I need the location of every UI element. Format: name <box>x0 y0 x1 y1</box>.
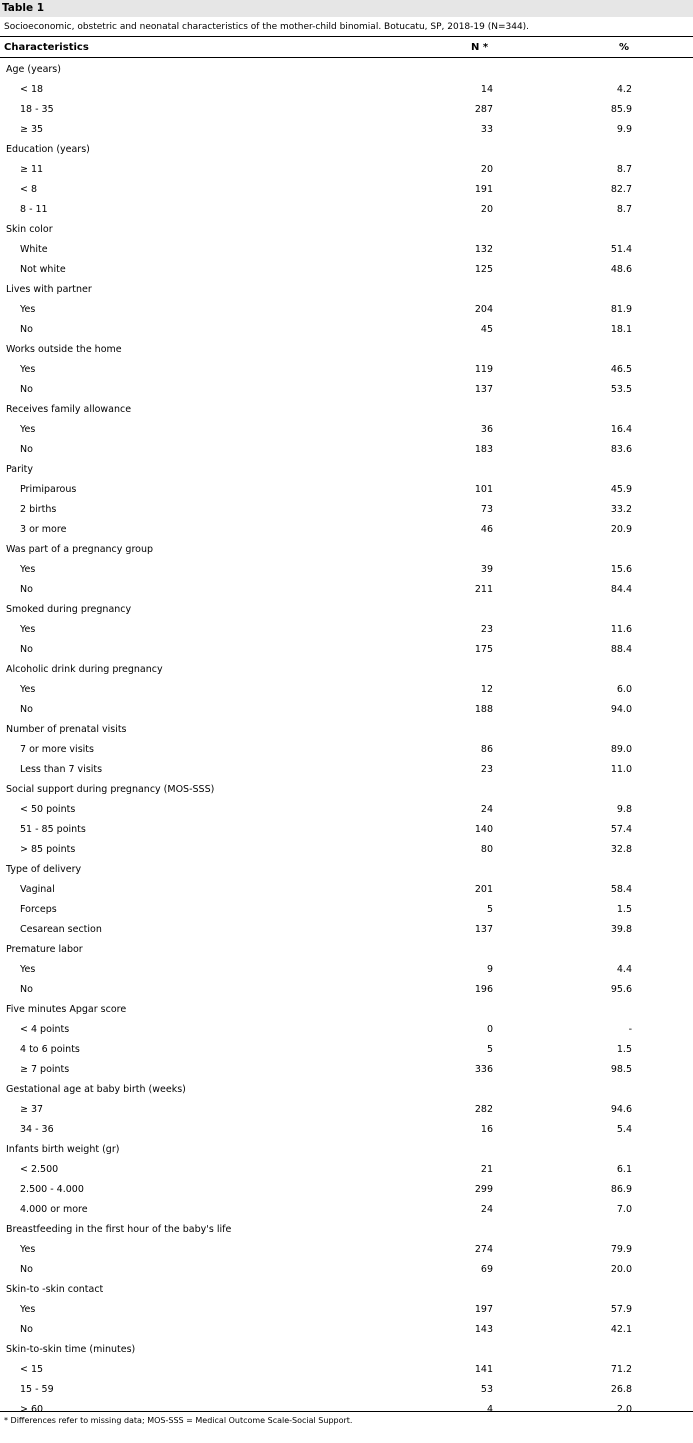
row-percent-value: 4.2 <box>616 84 632 95</box>
table-row <box>0 180 693 200</box>
row-n-value: 86 <box>480 744 493 755</box>
row-n-value: 143 <box>474 1324 493 1335</box>
row-n-value: 9 <box>486 964 493 975</box>
row-label: ≥ 37 <box>20 1104 44 1115</box>
table-row <box>0 1360 693 1380</box>
row-percent-value: 46.5 <box>610 364 632 375</box>
group-label: Age (years) <box>6 64 61 75</box>
row-label: Primiparous <box>20 484 77 495</box>
row-n-value: 287 <box>474 104 493 115</box>
table-body <box>0 60 693 1420</box>
header-n: N * <box>471 42 489 53</box>
table-row <box>0 820 693 840</box>
table-group-row <box>0 1220 693 1240</box>
table-row <box>0 840 693 860</box>
row-label: 51 - 85 points <box>20 824 86 835</box>
table-label: Table 1 <box>0 0 693 17</box>
row-n-value: 183 <box>474 444 493 455</box>
table-row <box>0 700 693 720</box>
table-row <box>0 1120 693 1140</box>
table-row <box>0 120 693 140</box>
group-label: Receives family allowance <box>6 404 132 415</box>
table-group-row <box>0 340 693 360</box>
group-label: Type of delivery <box>6 864 82 875</box>
row-n-value: 33 <box>480 124 493 135</box>
row-percent-value: 48.6 <box>610 264 632 275</box>
row-label: No <box>20 324 33 335</box>
row-percent-value: - <box>628 1024 632 1035</box>
row-label: White <box>20 244 48 255</box>
row-label: < 2.500 <box>20 1164 59 1175</box>
table-row <box>0 880 693 900</box>
row-percent-value: 82.7 <box>610 184 632 195</box>
row-n-value: 36 <box>480 424 493 435</box>
table-header-row <box>0 38 693 58</box>
table-bottom-rule <box>0 1411 693 1412</box>
row-percent-value: 58.4 <box>610 884 632 895</box>
row-percent-value: 94.0 <box>610 704 632 715</box>
table-row <box>0 980 693 1000</box>
row-label: 8 - 11 <box>20 204 48 215</box>
row-label: Yes <box>20 1244 36 1255</box>
row-n-value: 125 <box>474 264 493 275</box>
table-row <box>0 1100 693 1120</box>
table-row <box>0 800 693 820</box>
table-row <box>0 620 693 640</box>
group-label: Number of prenatal visits <box>6 724 127 735</box>
group-label: Five minutes Apgar score <box>6 1004 127 1015</box>
table-row <box>0 1320 693 1340</box>
table-footnote: * Differences refer to missing data; MOS-SSS = Medical Outcome Scale-Social Support. <box>4 1416 353 1425</box>
row-label: 15 - 59 <box>20 1384 54 1395</box>
row-percent-value: 33.2 <box>610 504 632 515</box>
row-label: Vaginal <box>20 884 55 895</box>
group-label: Was part of a pregnancy group <box>6 544 154 555</box>
table-group-row <box>0 1140 693 1160</box>
row-label: Yes <box>20 424 36 435</box>
group-label: Education (years) <box>6 144 90 155</box>
table-group-row <box>0 1280 693 1300</box>
row-n-value: 119 <box>474 364 493 375</box>
row-n-value: 5 <box>486 1044 493 1055</box>
table-row <box>0 240 693 260</box>
table-row <box>0 760 693 780</box>
row-label: 2 births <box>20 504 57 515</box>
group-label: Works outside the home <box>6 344 122 355</box>
table-group-row <box>0 780 693 800</box>
table-group-row <box>0 280 693 300</box>
row-n-value: 101 <box>474 484 493 495</box>
row-percent-value: 94.6 <box>610 1104 632 1115</box>
row-label: Yes <box>20 1304 36 1315</box>
table-row <box>0 580 693 600</box>
row-percent-value: 39.8 <box>610 924 632 935</box>
table-row <box>0 360 693 380</box>
row-label: Not white <box>20 264 66 275</box>
row-label: < 18 <box>20 84 44 95</box>
row-label: Yes <box>20 684 36 695</box>
row-n-value: 46 <box>480 524 493 535</box>
row-n-value: 69 <box>480 1264 493 1275</box>
row-n-value: 12 <box>480 684 493 695</box>
group-label: Social support during pregnancy (MOS-SSS) <box>6 784 215 795</box>
row-n-value: 140 <box>474 824 493 835</box>
table-group-row <box>0 540 693 560</box>
row-label: Yes <box>20 564 36 575</box>
row-n-value: 282 <box>474 1104 493 1115</box>
row-percent-value: 57.9 <box>610 1304 632 1315</box>
group-label: Parity <box>6 464 34 475</box>
table-group-row <box>0 460 693 480</box>
row-label: Yes <box>20 624 36 635</box>
table-group-row <box>0 1000 693 1020</box>
row-percent-value: 4.4 <box>616 964 632 975</box>
table-row <box>0 260 693 280</box>
row-n-value: 20 <box>480 164 493 175</box>
table-row <box>0 1020 693 1040</box>
table-row <box>0 380 693 400</box>
row-label: < 4 points <box>20 1024 70 1035</box>
row-label: No <box>20 704 33 715</box>
table-row <box>0 1040 693 1060</box>
table-row <box>0 640 693 660</box>
table-row <box>0 320 693 340</box>
row-percent-value: 79.9 <box>610 1244 632 1255</box>
table-group-row <box>0 1340 693 1360</box>
table-row <box>0 300 693 320</box>
row-percent-value: 57.4 <box>610 824 632 835</box>
group-label: Lives with partner <box>6 284 92 295</box>
row-label: ≥ 11 <box>20 164 44 175</box>
row-percent-value: 6.0 <box>616 684 632 695</box>
row-label: > 60 <box>20 1404 44 1415</box>
table-row <box>0 100 693 120</box>
group-label: Gestational age at baby birth (weeks) <box>6 1084 186 1095</box>
row-n-value: 141 <box>474 1364 493 1375</box>
row-percent-value: 18.1 <box>610 324 632 335</box>
table-group-row <box>0 140 693 160</box>
table-group-row <box>0 1080 693 1100</box>
table-row <box>0 960 693 980</box>
row-n-value: 211 <box>474 584 493 595</box>
row-percent-value: 15.6 <box>610 564 632 575</box>
row-percent-value: 86.9 <box>610 1184 632 1195</box>
row-n-value: 4 <box>486 1404 493 1415</box>
table-row <box>0 200 693 220</box>
row-percent-value: 51.4 <box>610 244 632 255</box>
table-group-row <box>0 60 693 80</box>
row-percent-value: 88.4 <box>610 644 632 655</box>
row-n-value: 132 <box>474 244 493 255</box>
row-percent-value: 81.9 <box>610 304 632 315</box>
row-n-value: 188 <box>474 704 493 715</box>
table-row <box>0 1260 693 1280</box>
table-row <box>0 560 693 580</box>
row-label: ≥ 35 <box>20 124 44 135</box>
row-percent-value: 11.0 <box>610 764 632 775</box>
row-label: 4 to 6 points <box>20 1044 80 1055</box>
table-row <box>0 80 693 100</box>
row-n-value: 204 <box>474 304 493 315</box>
row-percent-value: 53.5 <box>610 384 632 395</box>
table-row <box>0 520 693 540</box>
row-label: 3 or more <box>20 524 67 535</box>
row-label: Less than 7 visits <box>20 764 103 775</box>
row-n-value: 201 <box>474 884 493 895</box>
table-group-row <box>0 720 693 740</box>
table-row <box>0 420 693 440</box>
table-row <box>0 1060 693 1080</box>
row-percent-value: 26.8 <box>610 1384 632 1395</box>
row-percent-value: 32.8 <box>610 844 632 855</box>
row-n-value: 336 <box>474 1064 493 1075</box>
table-caption: Socioeconomic, obstetric and neonatal characteristics of the mother-child binomial. Botucatu, SP, 2018-19 (N=344). <box>0 18 693 37</box>
row-n-value: 39 <box>480 564 493 575</box>
row-label: 4.000 or more <box>20 1204 88 1215</box>
table-row <box>0 480 693 500</box>
row-n-value: 24 <box>480 1204 493 1215</box>
row-percent-value: 84.4 <box>610 584 632 595</box>
row-percent-value: 95.6 <box>610 984 632 995</box>
table-row <box>0 680 693 700</box>
row-n-value: 20 <box>480 204 493 215</box>
row-n-value: 0 <box>486 1024 493 1035</box>
row-percent-value: 16.4 <box>610 424 632 435</box>
row-label: 18 - 35 <box>20 104 54 115</box>
table-row <box>0 1300 693 1320</box>
table-group-row <box>0 220 693 240</box>
group-label: Premature labor <box>6 944 83 955</box>
row-n-value: 137 <box>474 384 493 395</box>
row-n-value: 21 <box>480 1164 493 1175</box>
group-label: Alcoholic drink during pregnancy <box>6 664 163 675</box>
row-n-value: 191 <box>474 184 493 195</box>
row-n-value: 23 <box>480 624 493 635</box>
row-label: < 8 <box>20 184 38 195</box>
header-percent: % <box>619 42 630 53</box>
row-label: 7 or more visits <box>20 744 94 755</box>
row-n-value: 196 <box>474 984 493 995</box>
row-n-value: 5 <box>486 904 493 915</box>
row-label: No <box>20 384 33 395</box>
table-row <box>0 1200 693 1220</box>
row-n-value: 16 <box>480 1124 493 1135</box>
header-characteristics: Characteristics <box>4 42 89 53</box>
table-row <box>0 440 693 460</box>
row-label: ≥ 7 points <box>20 1064 70 1075</box>
row-n-value: 274 <box>474 1244 493 1255</box>
row-percent-value: 5.4 <box>616 1124 632 1135</box>
table-row <box>0 500 693 520</box>
table-row <box>0 920 693 940</box>
table-row <box>0 900 693 920</box>
row-label: No <box>20 984 33 995</box>
row-label: Yes <box>20 964 36 975</box>
row-percent-value: 20.0 <box>610 1264 632 1275</box>
row-percent-value: 98.5 <box>610 1064 632 1075</box>
row-n-value: 14 <box>480 84 493 95</box>
row-label: Yes <box>20 364 36 375</box>
row-label: > 85 points <box>20 844 76 855</box>
row-n-value: 137 <box>474 924 493 935</box>
row-percent-value: 2.0 <box>616 1404 632 1415</box>
row-n-value: 53 <box>480 1384 493 1395</box>
row-n-value: 45 <box>480 324 493 335</box>
row-percent-value: 11.6 <box>610 624 632 635</box>
row-label: 2.500 - 4.000 <box>20 1184 84 1195</box>
row-label: Yes <box>20 304 36 315</box>
table-row <box>0 1240 693 1260</box>
row-percent-value: 9.9 <box>616 124 632 135</box>
table-group-row <box>0 940 693 960</box>
row-percent-value: 8.7 <box>616 164 632 175</box>
table-group-row <box>0 660 693 680</box>
table-row <box>0 1160 693 1180</box>
row-percent-value: 6.1 <box>616 1164 632 1175</box>
row-label: < 50 points <box>20 804 76 815</box>
row-n-value: 197 <box>474 1304 493 1315</box>
table-row <box>0 1180 693 1200</box>
row-n-value: 299 <box>474 1184 493 1195</box>
group-label: Skin-to -skin contact <box>6 1284 104 1295</box>
row-percent-value: 20.9 <box>610 524 632 535</box>
group-label: Breastfeeding in the first hour of the baby's life <box>6 1224 232 1235</box>
table-group-row <box>0 400 693 420</box>
group-label: Smoked during pregnancy <box>6 604 132 615</box>
row-label: No <box>20 1324 33 1335</box>
row-label: < 15 <box>20 1364 44 1375</box>
group-label: Infants birth weight (gr) <box>6 1144 120 1155</box>
row-percent-value: 1.5 <box>616 904 632 915</box>
row-percent-value: 7.0 <box>616 1204 632 1215</box>
row-n-value: 175 <box>474 644 493 655</box>
row-label: Cesarean section <box>20 924 102 935</box>
table-group-row <box>0 600 693 620</box>
row-label: No <box>20 1264 33 1275</box>
row-percent-value: 89.0 <box>610 744 632 755</box>
row-label: No <box>20 584 33 595</box>
row-label: No <box>20 644 33 655</box>
row-percent-value: 42.1 <box>610 1324 632 1335</box>
row-percent-value: 83.6 <box>610 444 632 455</box>
group-label: Skin color <box>6 224 53 235</box>
row-label: No <box>20 444 33 455</box>
row-percent-value: 71.2 <box>610 1364 632 1375</box>
row-percent-value: 1.5 <box>616 1044 632 1055</box>
row-n-value: 24 <box>480 804 493 815</box>
row-n-value: 23 <box>480 764 493 775</box>
row-n-value: 80 <box>480 844 493 855</box>
row-percent-value: 45.9 <box>610 484 632 495</box>
row-percent-value: 8.7 <box>616 204 632 215</box>
row-percent-value: 85.9 <box>610 104 632 115</box>
row-label: 34 - 36 <box>20 1124 54 1135</box>
group-label: Skin-to-skin time (minutes) <box>6 1344 136 1355</box>
table-row <box>0 740 693 760</box>
table-row <box>0 1380 693 1400</box>
row-percent-value: 9.8 <box>616 804 632 815</box>
row-label: Forceps <box>20 904 57 915</box>
row-n-value: 73 <box>480 504 493 515</box>
table-row <box>0 160 693 180</box>
table-group-row <box>0 860 693 880</box>
